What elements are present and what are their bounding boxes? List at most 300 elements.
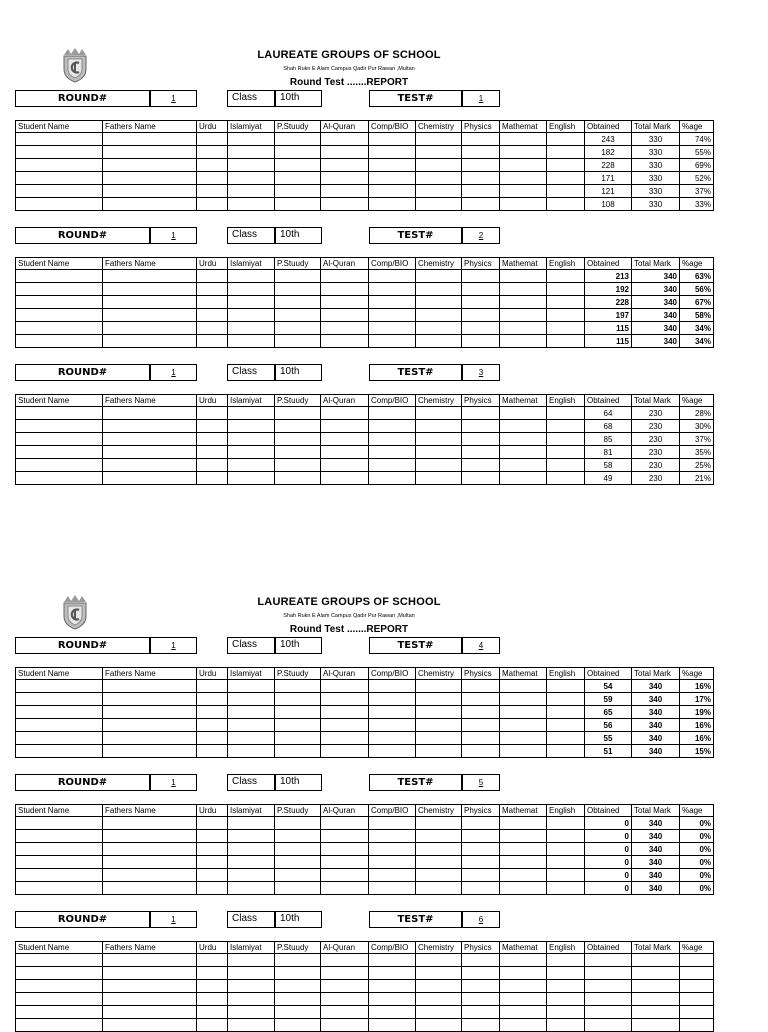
marks-table	[15, 667, 714, 758]
empty-cell	[416, 172, 462, 185]
empty-cell	[416, 980, 462, 993]
empty-cell	[416, 446, 462, 459]
empty-cell	[16, 869, 103, 882]
empty-cell	[416, 1006, 462, 1019]
column-header: Obtained	[585, 942, 632, 954]
obtained-cell: 171	[585, 172, 632, 185]
column-header: Physics	[462, 805, 500, 817]
empty-cell	[321, 159, 369, 172]
report-title: Round Test .......REPORT	[289, 77, 409, 88]
empty-cell	[547, 270, 585, 283]
empty-cell	[500, 1006, 547, 1019]
empty-cell	[321, 869, 369, 882]
empty-cell	[275, 856, 321, 869]
column-header: Comp/BIO	[369, 805, 416, 817]
empty-cell	[547, 980, 585, 993]
obtained-cell	[585, 1019, 632, 1032]
empty-cell	[369, 719, 416, 732]
table-row	[16, 198, 714, 211]
test-number: 5	[462, 774, 500, 791]
empty-cell	[16, 446, 103, 459]
empty-cell	[228, 817, 275, 830]
column-header: Total Mark	[632, 395, 680, 407]
class-label: Class	[227, 90, 275, 107]
school-name: LAUREATE GROUPS OF SCHOOL	[257, 596, 441, 608]
empty-cell	[500, 459, 547, 472]
total-marks-cell: 330	[632, 198, 680, 211]
empty-cell	[228, 133, 275, 146]
empty-cell	[228, 283, 275, 296]
empty-cell	[547, 296, 585, 309]
empty-cell	[547, 745, 585, 758]
empty-cell	[16, 185, 103, 198]
empty-cell	[103, 830, 197, 843]
percentage-cell: 34%	[680, 322, 714, 335]
empty-cell	[197, 420, 228, 433]
table-row	[16, 693, 714, 706]
column-header: Fathers Name	[103, 258, 197, 270]
total-marks-cell: 340	[632, 680, 680, 693]
table-row	[16, 296, 714, 309]
table-row	[16, 1019, 714, 1032]
total-marks-cell: 340	[632, 732, 680, 745]
column-header: Urdu	[197, 942, 228, 954]
percentage-cell: 16%	[680, 719, 714, 732]
empty-cell	[197, 869, 228, 882]
column-header: Urdu	[197, 395, 228, 407]
empty-cell	[369, 967, 416, 980]
percentage-cell: 37%	[680, 185, 714, 198]
empty-cell	[16, 1019, 103, 1032]
column-header: English	[547, 121, 585, 133]
obtained-cell: 228	[585, 296, 632, 309]
column-header: %age	[680, 942, 714, 954]
table-row	[16, 993, 714, 1006]
column-header: Fathers Name	[103, 942, 197, 954]
class-label: Class	[227, 774, 275, 791]
empty-cell	[369, 693, 416, 706]
empty-cell	[275, 407, 321, 420]
empty-cell	[103, 309, 197, 322]
total-marks-cell: 330	[632, 159, 680, 172]
empty-cell	[103, 745, 197, 758]
empty-cell	[500, 309, 547, 322]
empty-cell	[103, 869, 197, 882]
total-marks-cell: 340	[632, 335, 680, 348]
empty-cell	[228, 172, 275, 185]
empty-cell	[275, 459, 321, 472]
empty-cell	[462, 335, 500, 348]
percentage-cell: 30%	[680, 420, 714, 433]
empty-cell	[197, 882, 228, 895]
column-header: Urdu	[197, 805, 228, 817]
empty-cell	[103, 954, 197, 967]
class-value: 10th	[275, 774, 322, 791]
column-header: P.Stuudy	[275, 805, 321, 817]
empty-cell	[547, 869, 585, 882]
round-number: 1	[150, 364, 197, 381]
empty-cell	[103, 967, 197, 980]
obtained-cell: 81	[585, 446, 632, 459]
empty-cell	[275, 1006, 321, 1019]
round-label: ROUND#	[15, 364, 150, 381]
empty-cell	[275, 322, 321, 335]
column-header: English	[547, 942, 585, 954]
obtained-cell: 59	[585, 693, 632, 706]
table-row	[16, 433, 714, 446]
empty-cell	[103, 680, 197, 693]
table-header-row	[16, 805, 714, 817]
empty-cell	[197, 993, 228, 1006]
empty-cell	[16, 270, 103, 283]
empty-cell	[500, 680, 547, 693]
empty-cell	[416, 1019, 462, 1032]
test-header	[0, 911, 768, 929]
empty-cell	[500, 433, 547, 446]
empty-cell	[275, 172, 321, 185]
empty-cell	[416, 270, 462, 283]
empty-cell	[500, 706, 547, 719]
empty-cell	[16, 706, 103, 719]
column-header: Obtained	[585, 258, 632, 270]
column-header: Total Mark	[632, 121, 680, 133]
empty-cell	[103, 185, 197, 198]
column-header: Chemistry	[416, 121, 462, 133]
empty-cell	[275, 843, 321, 856]
percentage-cell	[680, 980, 714, 993]
empty-cell	[197, 407, 228, 420]
table-row	[16, 843, 714, 856]
empty-cell	[197, 133, 228, 146]
empty-cell	[547, 198, 585, 211]
test-label: TEST#	[369, 364, 462, 381]
table-row	[16, 472, 714, 485]
column-header: Fathers Name	[103, 121, 197, 133]
obtained-cell: 64	[585, 407, 632, 420]
class-value: 10th	[275, 90, 322, 107]
table-row	[16, 1006, 714, 1019]
column-header: Total Mark	[632, 668, 680, 680]
empty-cell	[462, 172, 500, 185]
empty-cell	[369, 446, 416, 459]
empty-cell	[369, 706, 416, 719]
empty-cell	[321, 745, 369, 758]
percentage-cell: 21%	[680, 472, 714, 485]
empty-cell	[275, 159, 321, 172]
empty-cell	[197, 1006, 228, 1019]
empty-cell	[547, 433, 585, 446]
percentage-cell	[680, 1006, 714, 1019]
empty-cell	[228, 706, 275, 719]
obtained-cell: 85	[585, 433, 632, 446]
column-header: English	[547, 668, 585, 680]
column-header: %age	[680, 668, 714, 680]
empty-cell	[228, 198, 275, 211]
empty-cell	[416, 817, 462, 830]
column-header: Total Mark	[632, 805, 680, 817]
round-number: 1	[150, 90, 197, 107]
empty-cell	[416, 159, 462, 172]
empty-cell	[462, 1019, 500, 1032]
empty-cell	[16, 433, 103, 446]
table-row	[16, 980, 714, 993]
empty-cell	[16, 954, 103, 967]
test-header	[0, 774, 768, 792]
empty-cell	[103, 843, 197, 856]
empty-cell	[228, 967, 275, 980]
empty-cell	[369, 830, 416, 843]
table-row	[16, 830, 714, 843]
empty-cell	[369, 856, 416, 869]
obtained-cell: 54	[585, 680, 632, 693]
round-number: 1	[150, 637, 197, 654]
empty-cell	[16, 133, 103, 146]
total-marks-cell: 340	[632, 706, 680, 719]
total-marks-cell: 230	[632, 459, 680, 472]
campus-address: Shah Rukn E Alam Campus Qadir Pur Rawan ,Multan	[283, 66, 415, 72]
empty-cell	[416, 309, 462, 322]
empty-cell	[416, 882, 462, 895]
column-header: Mathemat	[500, 805, 547, 817]
empty-cell	[16, 993, 103, 1006]
empty-cell	[197, 680, 228, 693]
empty-cell	[462, 869, 500, 882]
empty-cell	[197, 185, 228, 198]
empty-cell	[416, 680, 462, 693]
marks-table	[15, 804, 714, 895]
empty-cell	[369, 680, 416, 693]
marks-table	[15, 120, 714, 211]
percentage-cell: 16%	[680, 732, 714, 745]
empty-cell	[228, 1006, 275, 1019]
column-header: Student Name	[16, 942, 103, 954]
empty-cell	[500, 1019, 547, 1032]
empty-cell	[547, 472, 585, 485]
empty-cell	[275, 706, 321, 719]
empty-cell	[369, 296, 416, 309]
empty-cell	[275, 732, 321, 745]
column-header: Mathemat	[500, 942, 547, 954]
empty-cell	[275, 719, 321, 732]
empty-cell	[16, 967, 103, 980]
empty-cell	[16, 420, 103, 433]
table-row	[16, 446, 714, 459]
empty-cell	[197, 856, 228, 869]
empty-cell	[416, 693, 462, 706]
table-row	[16, 335, 714, 348]
total-marks-cell: 330	[632, 172, 680, 185]
empty-cell	[275, 185, 321, 198]
empty-cell	[16, 283, 103, 296]
empty-cell	[369, 270, 416, 283]
empty-cell	[228, 680, 275, 693]
empty-cell	[547, 407, 585, 420]
percentage-cell: 25%	[680, 459, 714, 472]
empty-cell	[321, 1006, 369, 1019]
empty-cell	[103, 980, 197, 993]
empty-cell	[197, 732, 228, 745]
table-header-row	[16, 121, 714, 133]
empty-cell	[321, 283, 369, 296]
column-header: English	[547, 258, 585, 270]
column-header: Islamiyat	[228, 395, 275, 407]
empty-cell	[321, 133, 369, 146]
class-label: Class	[227, 227, 275, 244]
empty-cell	[369, 172, 416, 185]
percentage-cell: 33%	[680, 198, 714, 211]
obtained-cell	[585, 993, 632, 1006]
empty-cell	[547, 856, 585, 869]
percentage-cell: 16%	[680, 680, 714, 693]
empty-cell	[16, 159, 103, 172]
percentage-cell: 37%	[680, 433, 714, 446]
class-label: Class	[227, 364, 275, 381]
empty-cell	[275, 446, 321, 459]
empty-cell	[547, 322, 585, 335]
total-marks-cell	[632, 980, 680, 993]
empty-cell	[369, 954, 416, 967]
empty-cell	[547, 732, 585, 745]
empty-cell	[228, 159, 275, 172]
empty-cell	[547, 133, 585, 146]
obtained-cell	[585, 980, 632, 993]
column-header: %age	[680, 395, 714, 407]
column-header: Al-Quran	[321, 258, 369, 270]
empty-cell	[547, 680, 585, 693]
total-marks-cell: 340	[632, 309, 680, 322]
round-label: ROUND#	[15, 637, 150, 654]
empty-cell	[103, 732, 197, 745]
empty-cell	[228, 980, 275, 993]
empty-cell	[416, 198, 462, 211]
column-header: Chemistry	[416, 805, 462, 817]
empty-cell	[547, 993, 585, 1006]
empty-cell	[462, 967, 500, 980]
empty-cell	[321, 732, 369, 745]
total-marks-cell: 230	[632, 420, 680, 433]
empty-cell	[16, 843, 103, 856]
empty-cell	[16, 980, 103, 993]
empty-cell	[500, 146, 547, 159]
empty-cell	[416, 993, 462, 1006]
obtained-cell: 56	[585, 719, 632, 732]
percentage-cell	[680, 967, 714, 980]
empty-cell	[16, 309, 103, 322]
total-marks-cell: 230	[632, 407, 680, 420]
table-row	[16, 882, 714, 895]
empty-cell	[228, 472, 275, 485]
empty-cell	[369, 159, 416, 172]
percentage-cell	[680, 1019, 714, 1032]
empty-cell	[275, 1019, 321, 1032]
column-header: Total Mark	[632, 942, 680, 954]
empty-cell	[369, 133, 416, 146]
obtained-cell: 0	[585, 869, 632, 882]
table-row	[16, 719, 714, 732]
column-header: P.Stuudy	[275, 121, 321, 133]
percentage-cell: 17%	[680, 693, 714, 706]
empty-cell	[462, 830, 500, 843]
empty-cell	[275, 745, 321, 758]
obtained-cell: 213	[585, 270, 632, 283]
empty-cell	[103, 146, 197, 159]
column-header: Student Name	[16, 121, 103, 133]
empty-cell	[500, 719, 547, 732]
empty-cell	[462, 882, 500, 895]
empty-cell	[321, 446, 369, 459]
empty-cell	[462, 283, 500, 296]
empty-cell	[197, 459, 228, 472]
empty-cell	[500, 446, 547, 459]
total-marks-cell: 340	[632, 745, 680, 758]
empty-cell	[228, 693, 275, 706]
empty-cell	[416, 133, 462, 146]
empty-cell	[228, 322, 275, 335]
column-header: Obtained	[585, 805, 632, 817]
empty-cell	[103, 159, 197, 172]
obtained-cell: 65	[585, 706, 632, 719]
empty-cell	[103, 459, 197, 472]
obtained-cell: 115	[585, 322, 632, 335]
empty-cell	[103, 472, 197, 485]
empty-cell	[321, 185, 369, 198]
round-number: 1	[150, 774, 197, 791]
column-header: Islamiyat	[228, 942, 275, 954]
table-row	[16, 680, 714, 693]
empty-cell	[500, 472, 547, 485]
obtained-cell: 115	[585, 335, 632, 348]
total-marks-cell: 340	[632, 843, 680, 856]
empty-cell	[16, 322, 103, 335]
table-row	[16, 172, 714, 185]
empty-cell	[369, 993, 416, 1006]
empty-cell	[197, 270, 228, 283]
empty-cell	[462, 472, 500, 485]
empty-cell	[369, 1019, 416, 1032]
column-header: Comp/BIO	[369, 668, 416, 680]
empty-cell	[369, 335, 416, 348]
percentage-cell: 28%	[680, 407, 714, 420]
column-header: English	[547, 805, 585, 817]
empty-cell	[462, 817, 500, 830]
percentage-cell	[680, 993, 714, 1006]
empty-cell	[16, 882, 103, 895]
empty-cell	[321, 198, 369, 211]
obtained-cell	[585, 954, 632, 967]
empty-cell	[197, 146, 228, 159]
empty-cell	[462, 706, 500, 719]
empty-cell	[275, 133, 321, 146]
empty-cell	[275, 693, 321, 706]
test-label: TEST#	[369, 90, 462, 107]
empty-cell	[462, 732, 500, 745]
total-marks-cell	[632, 967, 680, 980]
percentage-cell: 0%	[680, 882, 714, 895]
empty-cell	[500, 296, 547, 309]
column-header: Islamiyat	[228, 258, 275, 270]
empty-cell	[321, 433, 369, 446]
empty-cell	[369, 322, 416, 335]
obtained-cell: 108	[585, 198, 632, 211]
column-header: Fathers Name	[103, 395, 197, 407]
column-header: Student Name	[16, 258, 103, 270]
empty-cell	[369, 420, 416, 433]
empty-cell	[321, 420, 369, 433]
table-header-row	[16, 942, 714, 954]
empty-cell	[547, 1006, 585, 1019]
empty-cell	[275, 967, 321, 980]
test-label: TEST#	[369, 774, 462, 791]
